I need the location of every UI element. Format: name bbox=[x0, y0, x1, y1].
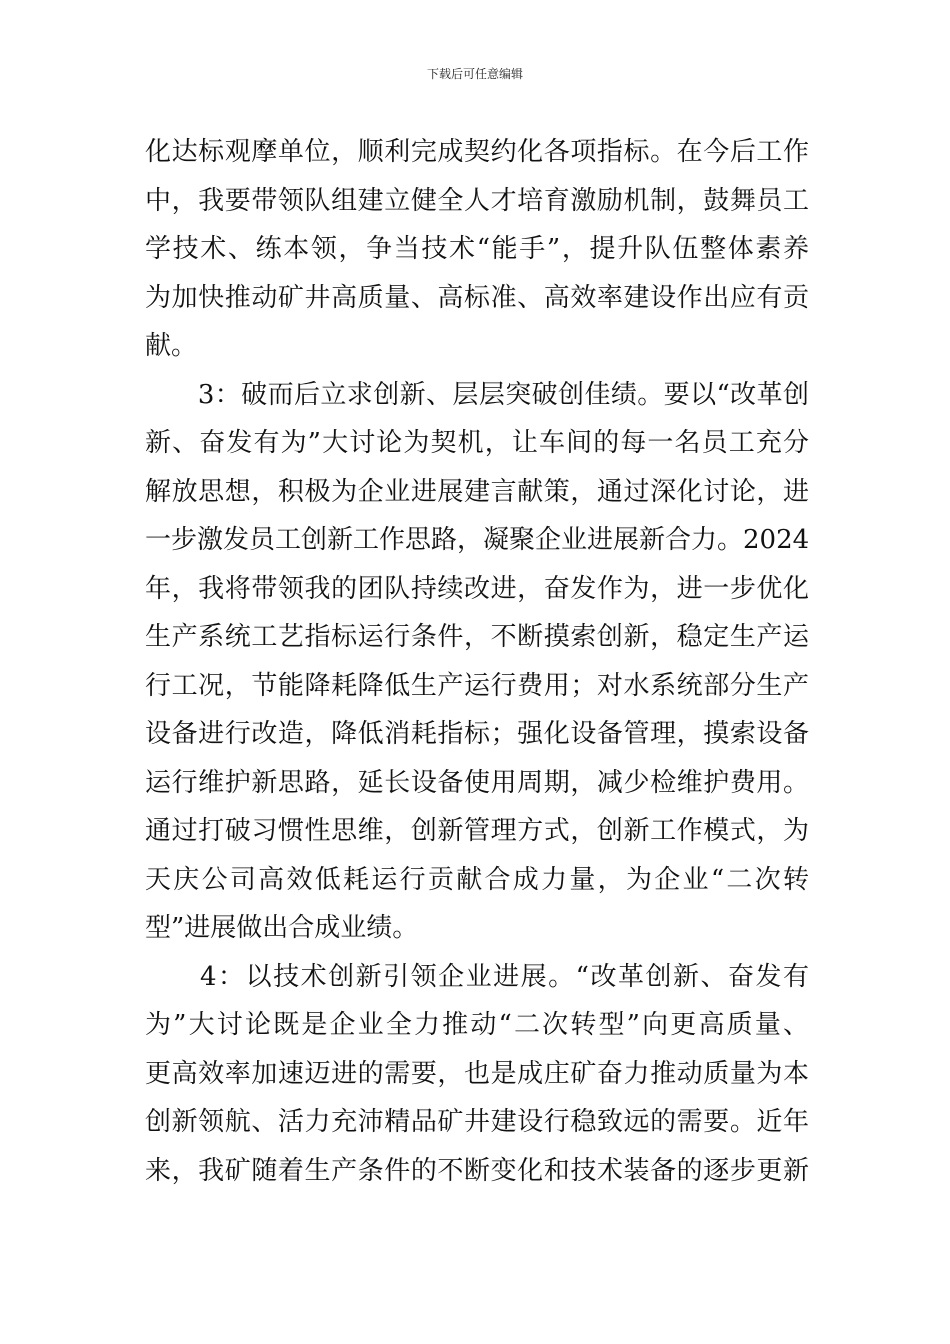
text-line: 年，我将带领我的团队持续改进，奋发作为，进一步优化 bbox=[145, 573, 809, 604]
text-line: 天庆公司高效低耗运行贡献合成力量，为企业“二次转 bbox=[145, 864, 809, 895]
text-line: 创新领航、活力充沛精品矿井建设行稳致远的需要。近年 bbox=[145, 1107, 809, 1137]
text-line: 新、奋发有为”大讨论为契机，让车间的每一名员工充分 bbox=[145, 428, 809, 458]
text-line: 为”大讨论既是企业全力推动“二次转型”向更高质量、 bbox=[145, 1010, 809, 1040]
text-line: 生产系统工艺指标运行条件，不断摸索创新，稳定生产运 bbox=[145, 622, 809, 652]
text-line: 设备进行改造，降低消耗指标；强化设备管理，摸索设备 bbox=[145, 719, 809, 749]
text-line: 学技术、练本领，争当技术“能手”，提升队伍整体素养 bbox=[145, 234, 809, 264]
text-line: 4：以技术创新引领企业进展。“改革创新、奋发有 bbox=[145, 961, 809, 992]
text-line: 化达标观摩单位，顺利完成契约化各项指标。在今后工作 bbox=[145, 137, 809, 167]
text-line: 献。 bbox=[145, 331, 198, 361]
text-line: 行工况，节能降耗降低生产运行费用；对水系统部分生产 bbox=[145, 670, 809, 701]
text-line: 更高效率加速迈进的需要，也是成庄矿奋力推动质量为本 bbox=[145, 1058, 809, 1089]
text-line: 中，我要带领队组建立健全人才培育激励机制，鼓舞员工 bbox=[145, 185, 809, 216]
text-line: 为加快推动矿井高质量、高标准、高效率建设作出应有贡 bbox=[145, 282, 809, 313]
text-line: 来，我矿随着生产条件的不断变化和技术装备的逐步更新 bbox=[145, 1155, 809, 1186]
text-line: 型”进展做出合成业绩。 bbox=[145, 913, 419, 943]
page-header: 下载后可任意编辑 bbox=[426, 67, 523, 81]
text-line: 解放思想，积极为企业进展建言献策，通过深化讨论，进 bbox=[145, 476, 809, 507]
document-body bbox=[145, 128, 809, 1195]
text-line: 3：破而后立求创新、层层突破创佳绩。要以“改革创 bbox=[145, 379, 809, 410]
text-line: 通过打破习惯性思维，创新管理方式，创新工作模式，为 bbox=[145, 816, 809, 846]
text-line: 一步激发员工创新工作思路，凝聚企业进展新合力。2024 bbox=[145, 525, 810, 555]
text-line: 运行维护新思路，延长设备使用周期，减少检维护费用。 bbox=[145, 767, 809, 798]
